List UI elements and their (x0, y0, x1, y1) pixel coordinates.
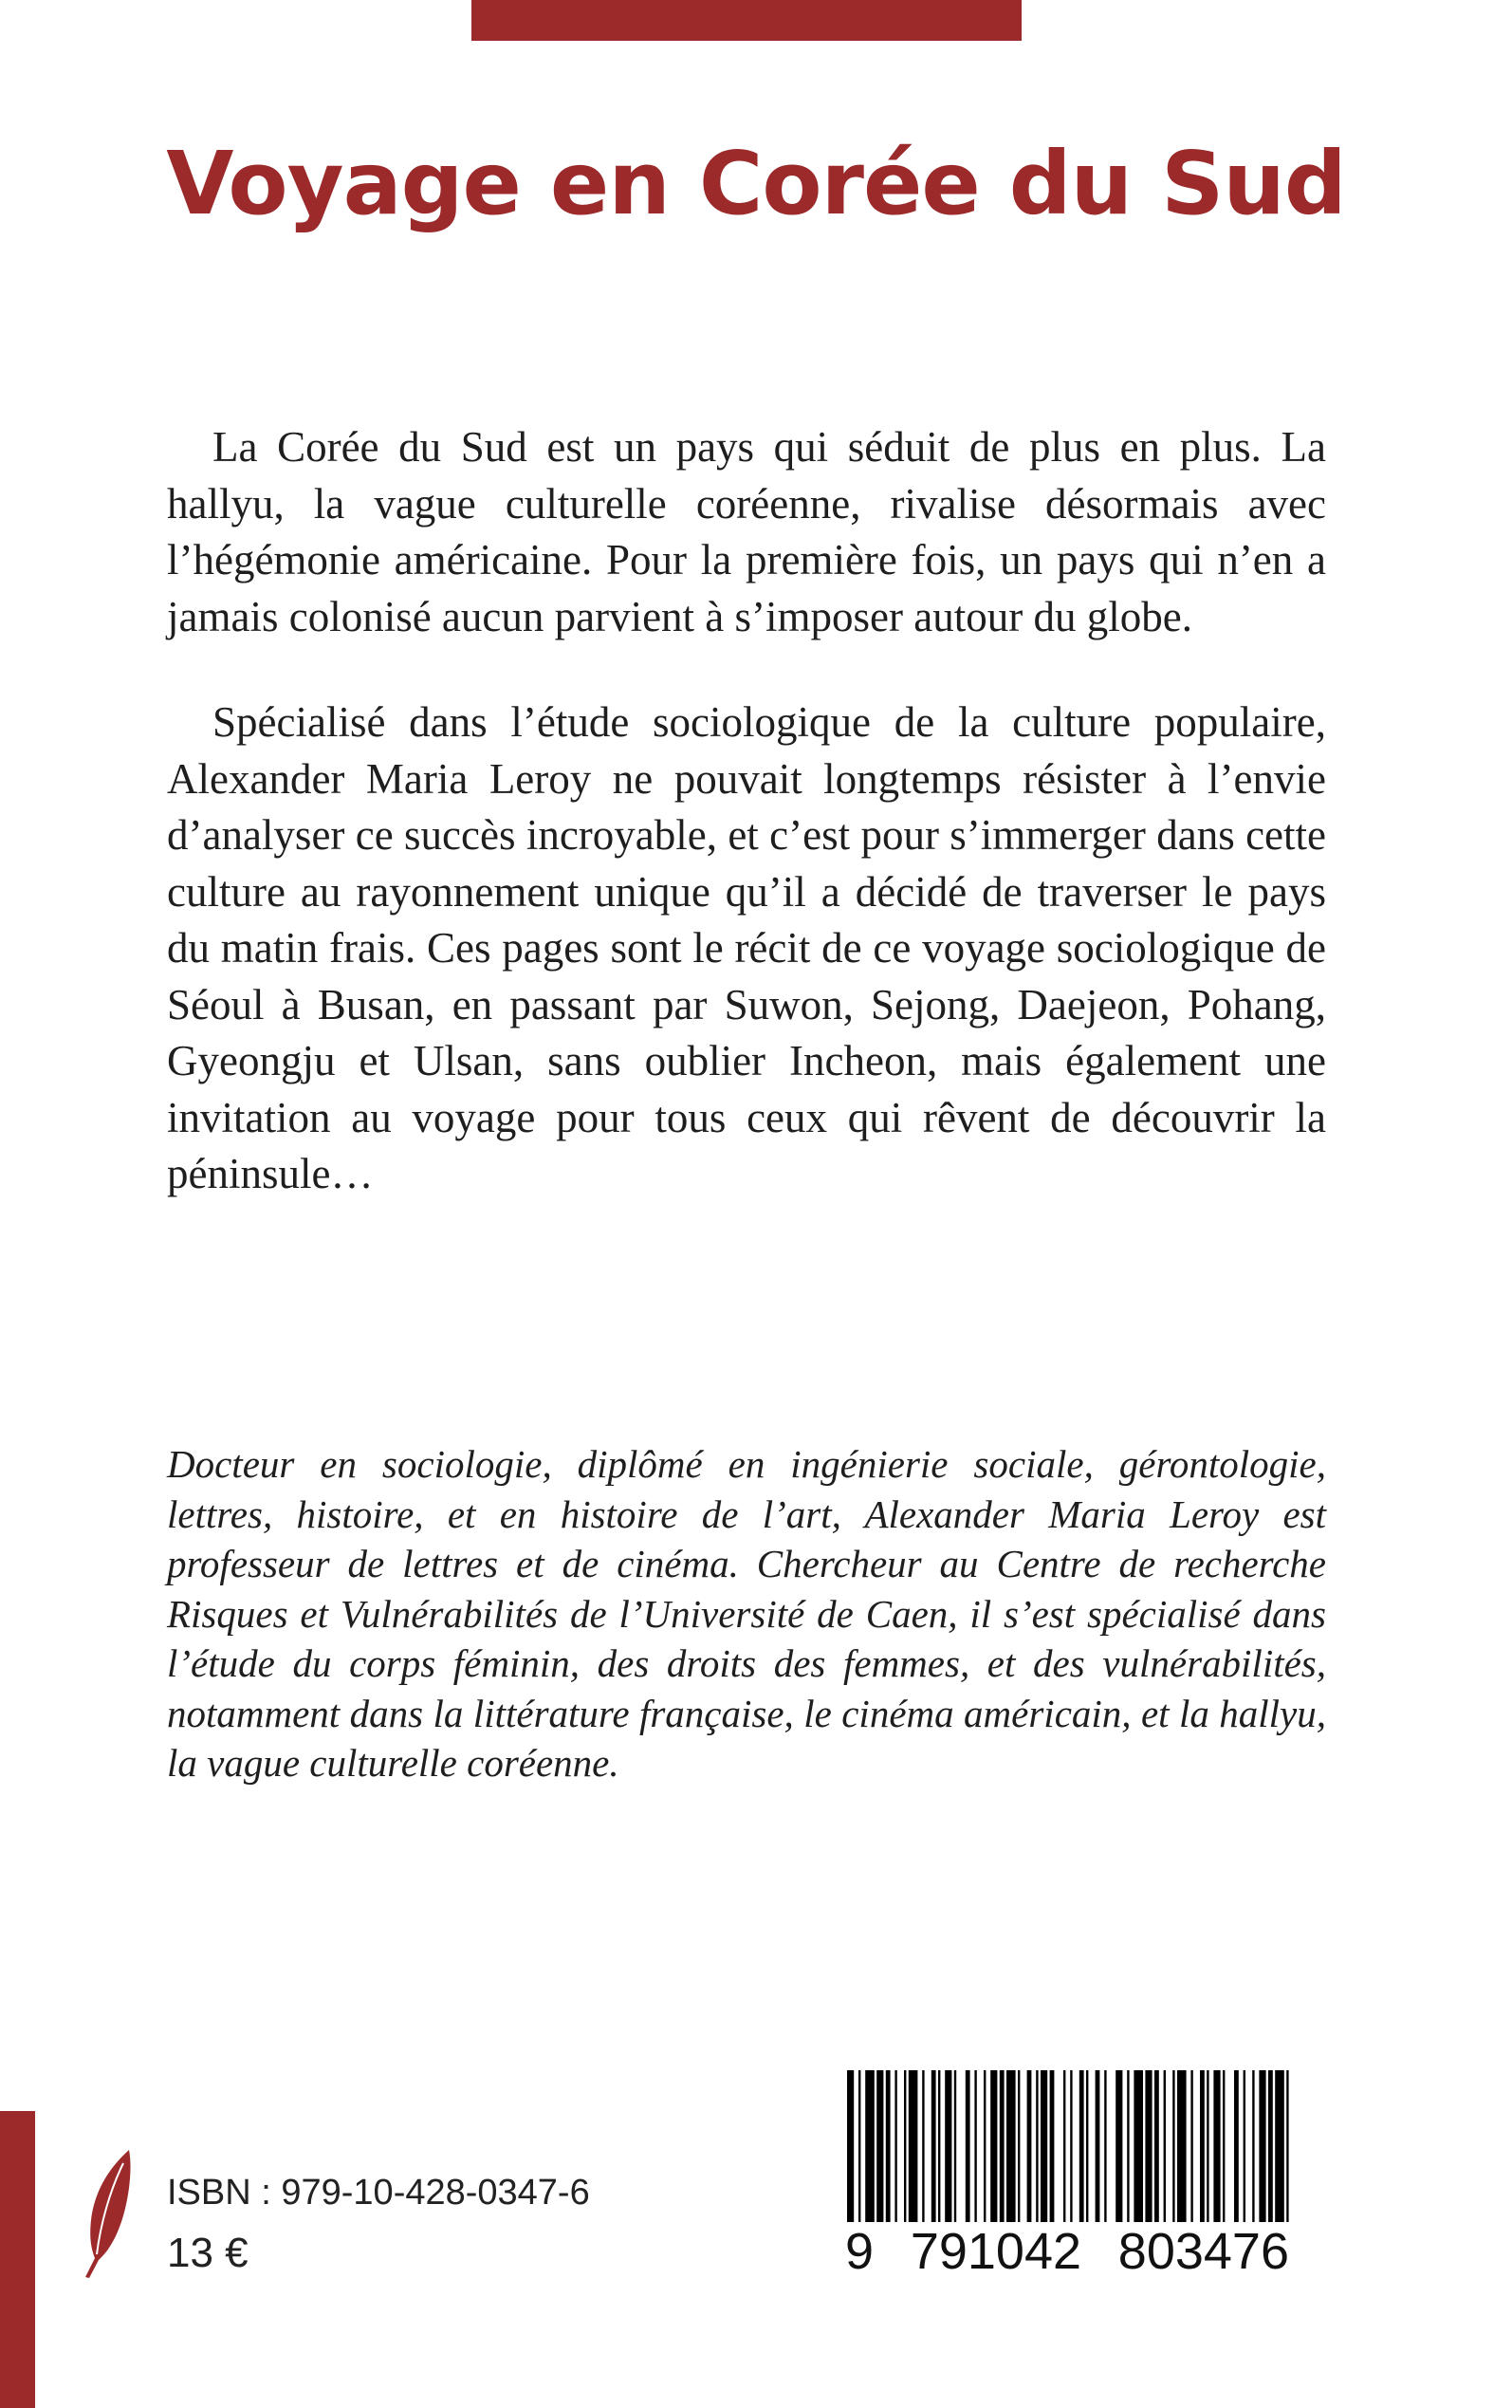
barcode-digits-right: 803476 (1113, 2222, 1295, 2281)
spine-accent-bar (0, 2111, 35, 2408)
price-text: 13 € (167, 2230, 249, 2276)
blurb-paragraph-1: La Corée du Sud est un pays qui séduit de plus en plus. La hallyu, la vague culturelle coréenne, rivalise désormais avec l’hégémonie américaine. Pour la première fois, un pays qui n’en a jamais colonisé aucun parvient à s’imposer autour du globe. (167, 423, 1326, 640)
top-accent-bar (471, 0, 1022, 41)
quill-feather-icon (74, 2146, 140, 2279)
barcode-digits-left: 791042 (905, 2222, 1087, 2281)
author-bio: Docteur en sociologie, diplômé en ingénierie sociale, gérontologie, lettres, histoire, et en histoire de l’art, Alexander Maria Leroy est professeur de lettres et de cinéma. Chercheur au Centre de recherche Risques et Vulnérabilités de l’Université de Caen, il s’est spécialisé dans l’étude du corps féminin, des droits des femmes, et des vulnérabilités, notamment dans la littérature française, le cinéma américain, et la hallyu, la vague culturelle coréenne. (167, 1442, 1326, 1785)
blurb-paragraph-2: Spécialisé dans l’étude sociologique de la culture populaire, Alexander Maria Leroy ne pouvait longtemps résister à l’envie d’analyser ce succès incroyable, et c’est pour s’immerger dans cette culture au rayonnement unique qu’il a décidé de traverser le pays du matin frais. Ces pages sont le récit de ce voyage sociologique de Séoul à Busan, en passant par Suwon, Sejong, Daejeon, Pohang, Gyeongju et Ulsan, sans oublier Incheon, mais également une invitation au voyage pour tous ceux qui rêvent de découvrir la péninsule… (167, 698, 1326, 1197)
book-title: Voyage en Corée du Sud (166, 133, 1346, 234)
barcode-digits (839, 2222, 1295, 2281)
isbn-text: ISBN : 979-10-428-0347-6 (167, 2173, 590, 2213)
barcode-digit-first: 9 (839, 2222, 879, 2281)
